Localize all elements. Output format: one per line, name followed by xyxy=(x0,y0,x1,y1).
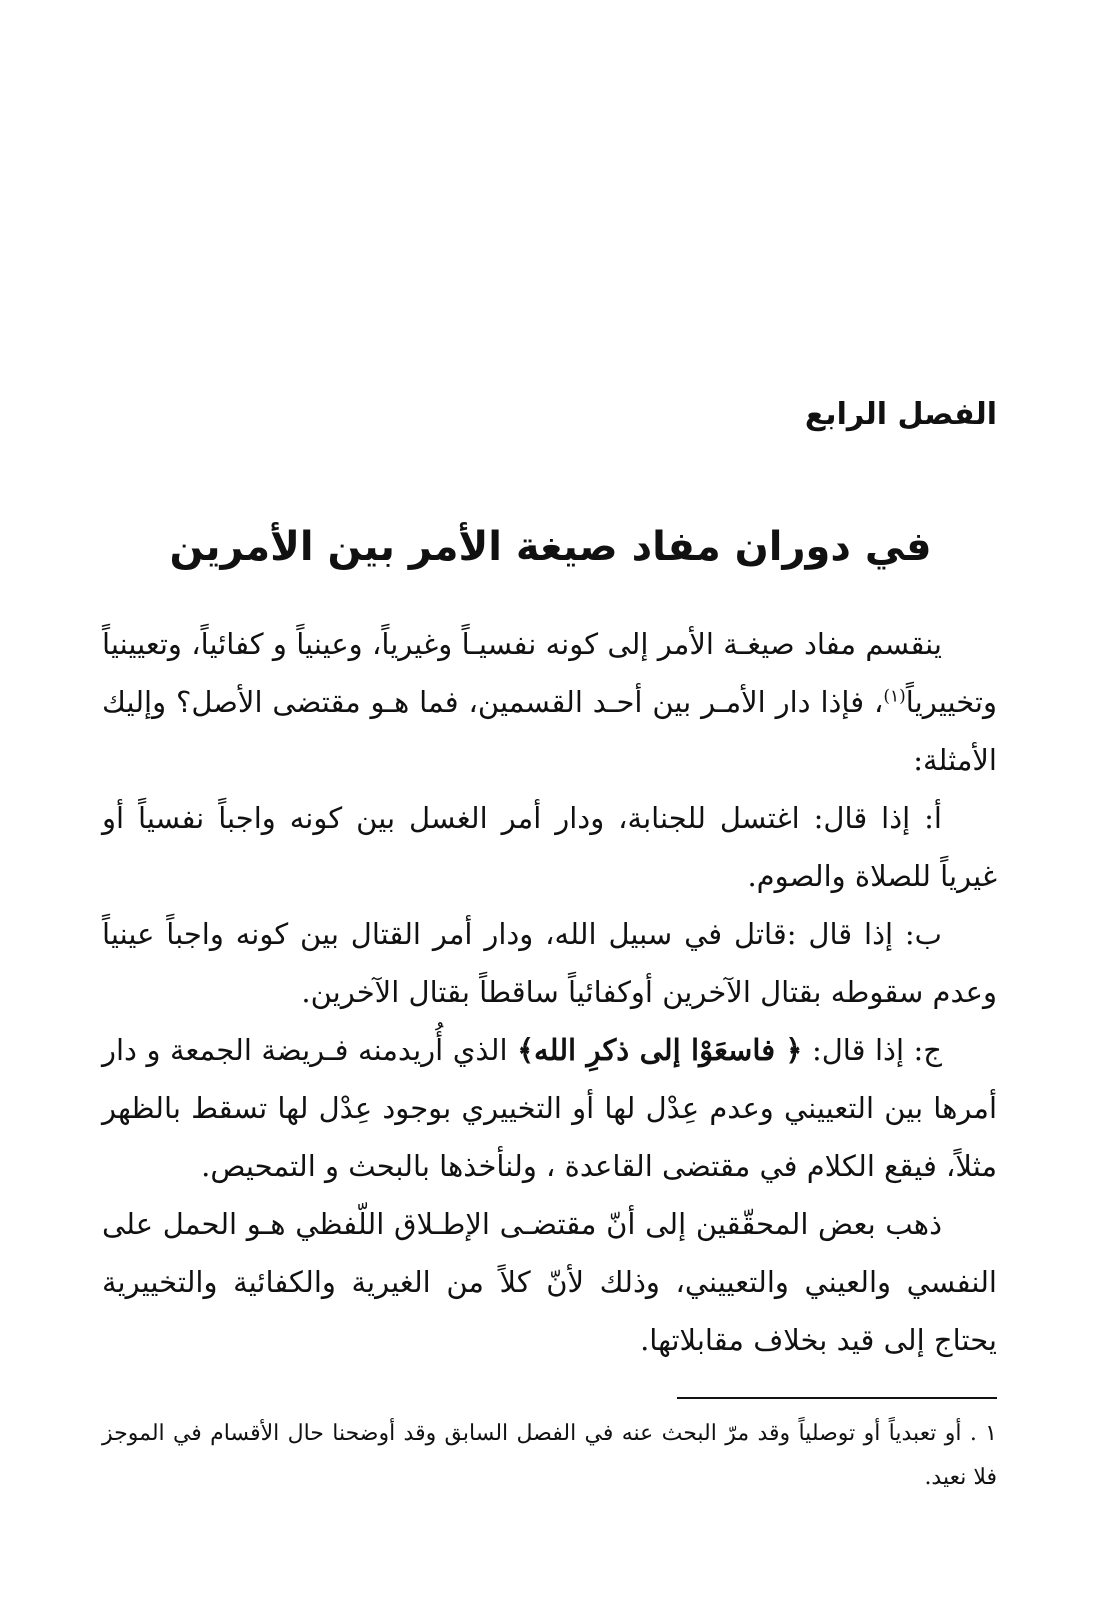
paragraph-example-c xyxy=(102,1021,997,1195)
example-c-intro: ج: إذا قال: xyxy=(811,1033,943,1067)
body-text xyxy=(102,615,997,1369)
footnote-text: ١ . أو تعبدياً أو توصلياً وقد مرّ البحث عنه في الفصل السابق وقد أوضحنا حال الأقسام في الموجز فلا نعيد. xyxy=(102,1421,997,1490)
paragraph-example-a: أ: إذا قال: اغتسل للجنابة، ودار أمر الغسل بين كونه واجباً نفسياً أو غيرياً للصلاة والصوم. xyxy=(102,801,997,893)
footnote-divider xyxy=(677,1397,997,1399)
quran-verse: ﴿ فاسعَوْا إلى ذكرِ الله﴾ xyxy=(517,1033,803,1067)
chapter-label: الفصل الرابع xyxy=(804,397,997,432)
paragraph-divisions xyxy=(102,615,997,789)
paragraph-divisions-text: ينقسم مفاد صيغـة الأمر إلى كونه نفسيـاً وغيرياً، وعينياً و كفائياً، وتعيينياً وتخييرياً xyxy=(102,627,997,719)
footnote-reference[interactable]: (١) xyxy=(883,686,906,707)
paragraph-divisions-continued: ، فإذا دار الأمـر بين أحـد القسمين، فما هـو مقتضى الأصل؟ وإليك الأمثلة: xyxy=(102,685,997,777)
paragraph-scholarly-view: ذهب بعض المحقّقين إلى أنّ مقتضـى الإطـلاق اللّفظي هـو الحمل على النفسي والعيني والتعييني، وذلك لأنّ كلاً من الغيرية والكفائية والتخييرية يحتاج إلى قيد بخلاف مقابلاتها. xyxy=(102,1207,997,1357)
paragraph-example-b: ب: إذا قال :قاتل في سبيل الله، ودار أمر القتال بين كونه واجباً عينياً وعدم سقوطه بقتال الآخرين أوكفائياً ساقطاً بقتال الآخرين. xyxy=(102,917,997,1009)
chapter-title: في دوران مفاد صيغة الأمر بين الأمرين xyxy=(169,524,932,570)
example-c-text: الذي أُريدمنه فـريضة الجمعة و دار أمرها بين التعييني وعدم عِدْل لها أو التخييري بوجود عِدْل لها تسقط بالظهر مثلاً، فيقع الكلام في مقتضى القاعدة ، ولنأخذها بالبحث و التمحيص. xyxy=(102,1033,997,1183)
